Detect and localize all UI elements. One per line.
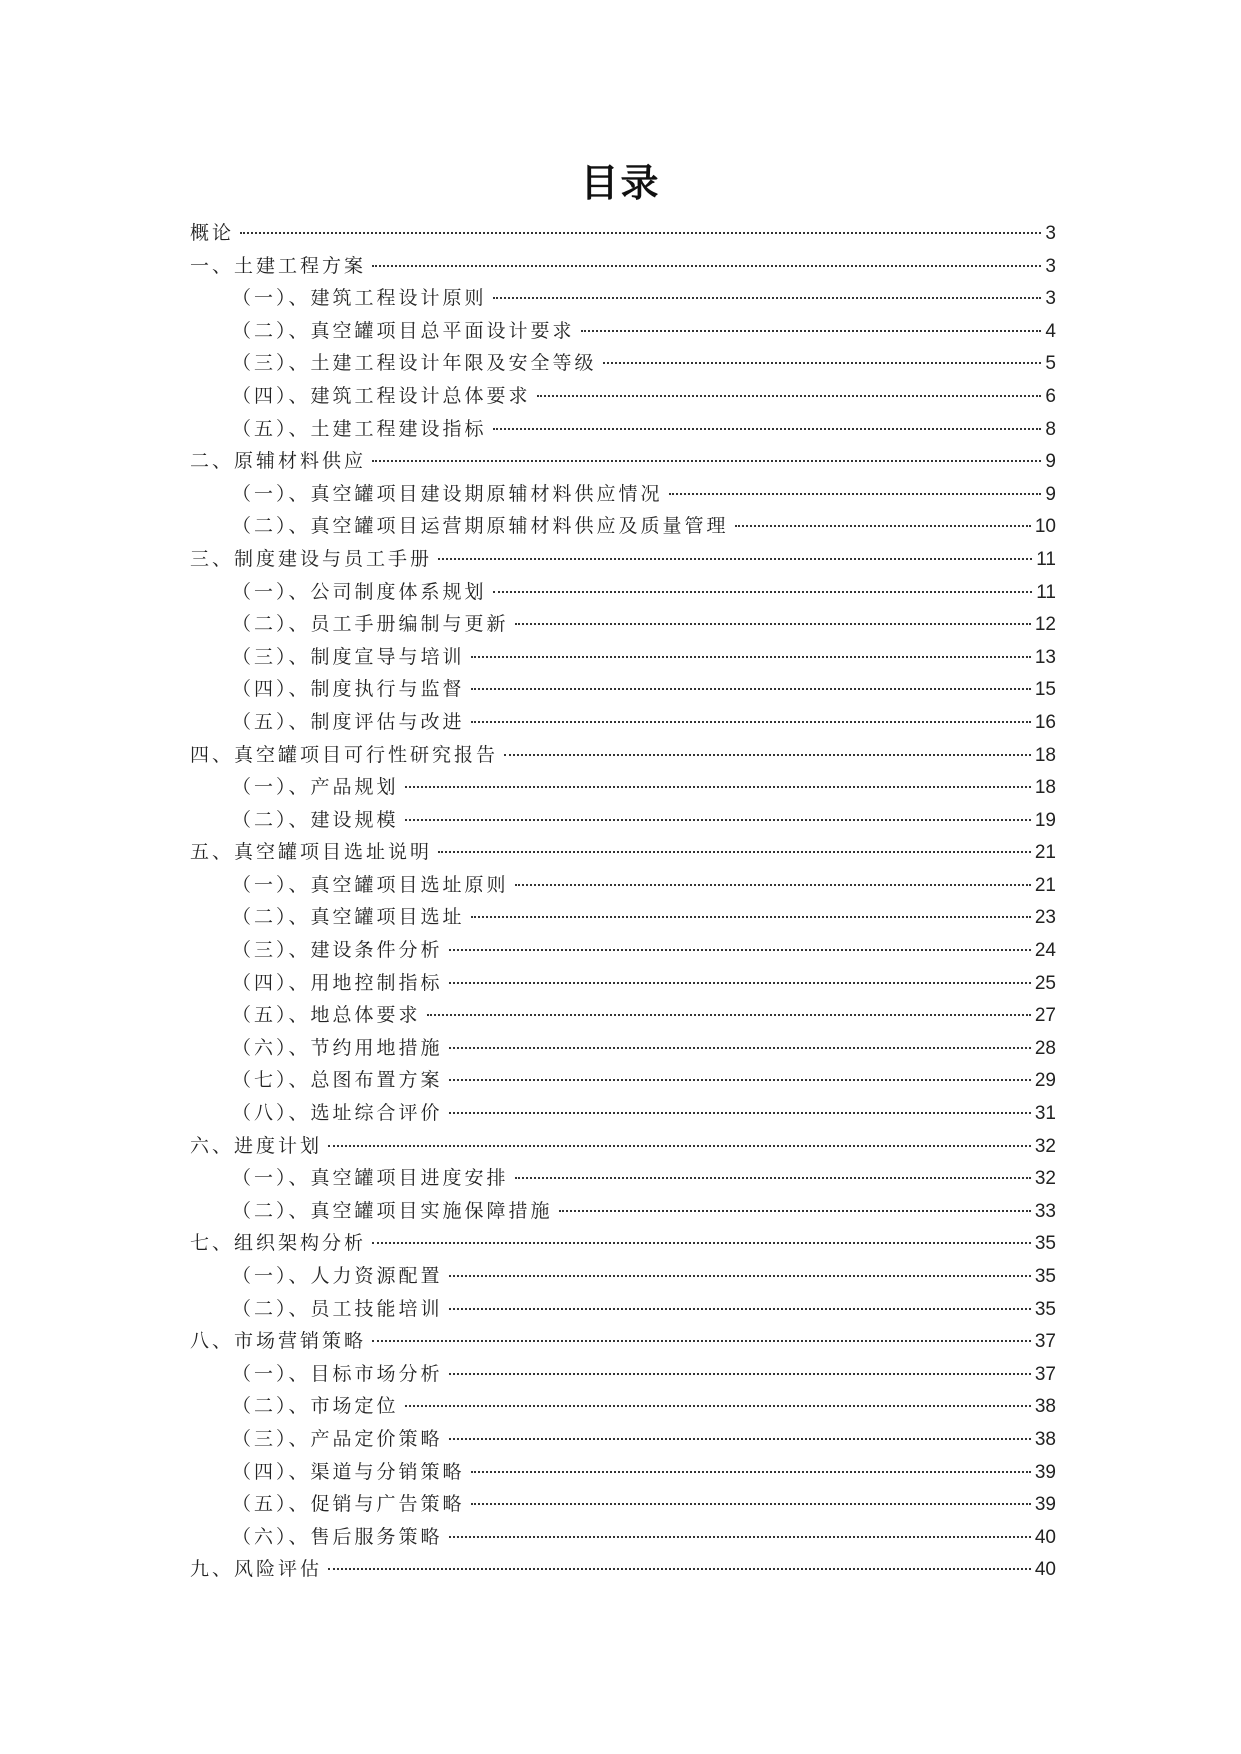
- toc-page-number: 15: [1034, 679, 1056, 701]
- dot-leader: [449, 1438, 1031, 1440]
- toc-subsection-entry[interactable]: [190, 381, 1056, 414]
- dot-leader: [581, 330, 1042, 332]
- toc-page-number: 3: [1045, 223, 1056, 244]
- dot-leader: [471, 688, 1031, 690]
- toc-entry-label: （二）、市场定位: [232, 1395, 399, 1418]
- toc-subsection-entry[interactable]: [190, 1196, 1056, 1229]
- dot-leader: [515, 884, 1031, 886]
- toc-subsection-entry[interactable]: [190, 1261, 1056, 1294]
- toc-page-number: 32: [1034, 1135, 1056, 1157]
- toc-entry-label: （五）、土建工程建设指标: [232, 417, 487, 440]
- toc-subsection-entry[interactable]: [190, 348, 1056, 381]
- toc-page-number: 25: [1034, 972, 1056, 994]
- dot-leader: [493, 591, 1033, 593]
- dot-leader: [559, 1210, 1031, 1212]
- toc-entry-label: （二）、真空罐项目总平面设计要求: [232, 319, 575, 342]
- toc-entry-label: 九、风险评估: [190, 1558, 323, 1581]
- dot-leader: [471, 656, 1031, 658]
- dot-leader: [328, 1145, 1031, 1147]
- dot-leader: [493, 297, 1042, 299]
- dot-leader: [471, 1471, 1031, 1473]
- dot-leader: [735, 525, 1031, 527]
- toc-page-number: 5: [1045, 353, 1056, 375]
- toc-subsection-entry[interactable]: [190, 772, 1056, 805]
- toc-subsection-entry[interactable]: [190, 902, 1056, 935]
- dot-leader: [372, 1340, 1031, 1342]
- dot-leader: [449, 1079, 1031, 1081]
- toc-entry-label: （二）、真空罐项目运营期原辅材料供应及质量管理: [232, 515, 729, 538]
- toc-entry-label: （三）、制度宣导与培训: [232, 645, 465, 668]
- toc-entry-label: 七、组织架构分析: [190, 1232, 367, 1255]
- toc-entry-label: （四）、制度执行与监督: [232, 678, 465, 701]
- toc-subsection-entry[interactable]: [190, 1359, 1056, 1392]
- toc-entry-label: （一）、真空罐项目建设期原辅材料供应情况: [232, 482, 663, 505]
- toc-page-number: 35: [1034, 1266, 1056, 1287]
- toc-section-entry[interactable]: [190, 446, 1056, 479]
- dot-leader: [504, 754, 1031, 756]
- dot-leader: [471, 916, 1031, 918]
- toc-page-number: 3: [1045, 255, 1056, 277]
- toc-subsection-entry[interactable]: [190, 316, 1056, 349]
- toc-page-number: 6: [1045, 385, 1056, 407]
- toc-entry-label: （四）、建筑工程设计总体要求: [232, 384, 531, 407]
- toc-page-number: 21: [1034, 874, 1056, 896]
- dot-leader: [471, 1503, 1031, 1505]
- toc-page-number: 39: [1034, 1494, 1056, 1516]
- toc-subsection-entry[interactable]: [190, 805, 1056, 838]
- dot-leader: [427, 1014, 1031, 1016]
- toc-entry-label: 八、市场营销策略: [190, 1330, 367, 1353]
- toc-page-number: 10: [1034, 516, 1056, 538]
- dot-leader: [438, 851, 1031, 853]
- toc-title: 目录: [580, 161, 661, 205]
- toc-page-number: 37: [1034, 1331, 1056, 1353]
- toc-subsection-entry[interactable]: [190, 1294, 1056, 1327]
- toc-subsection-entry[interactable]: [190, 283, 1056, 316]
- toc-entry-label: 五、真空罐项目选址说明: [190, 841, 433, 864]
- toc-page-number: 11: [1036, 548, 1056, 570]
- toc-section-entry[interactable]: [190, 251, 1056, 284]
- toc-page-number: 35: [1034, 1233, 1056, 1255]
- toc-subsection-entry[interactable]: [190, 609, 1056, 642]
- toc-entry-label: （一）、公司制度体系规划: [232, 580, 487, 603]
- toc-section-entry[interactable]: [190, 1554, 1056, 1587]
- toc-section-entry[interactable]: [190, 544, 1056, 577]
- toc-entry-label: （七）、总图布置方案: [232, 1069, 443, 1092]
- dot-leader: [669, 493, 1042, 495]
- dot-leader: [449, 1373, 1031, 1375]
- toc-page-number: 18: [1034, 744, 1056, 766]
- toc-section-entry[interactable]: [190, 1131, 1056, 1164]
- toc-entry-label: 二、原辅材料供应: [190, 450, 367, 473]
- toc-page-number: 38: [1034, 1428, 1056, 1450]
- toc-page-number: 32: [1034, 1168, 1056, 1190]
- toc-subsection-entry[interactable]: [190, 1457, 1056, 1490]
- toc-entry-label: （五）、促销与广告策略: [232, 1493, 465, 1516]
- toc-subsection-entry[interactable]: [190, 479, 1056, 512]
- toc-entry-label: （六）、售后服务策略: [232, 1525, 443, 1548]
- toc-entry-label: （四）、渠道与分销策略: [232, 1460, 465, 1483]
- toc-entry-label: （五）、制度评估与改进: [232, 710, 465, 733]
- toc-subsection-entry[interactable]: [190, 1033, 1056, 1066]
- toc-subsection-entry[interactable]: [190, 414, 1056, 447]
- toc-entry-label: （一）、目标市场分析: [232, 1362, 443, 1385]
- toc-entry-label: （二）、员工技能培训: [232, 1297, 443, 1320]
- toc-entry-label: 一、土建工程方案: [190, 254, 367, 277]
- toc-entry-label: （三）、土建工程设计年限及安全等级: [232, 352, 597, 375]
- dot-leader: [449, 1112, 1031, 1114]
- toc-entry-label: （二）、建设规模: [232, 808, 399, 831]
- toc-entry-label: （四）、用地控制指标: [232, 971, 443, 994]
- toc-subsection-entry[interactable]: [190, 968, 1056, 1001]
- dot-leader: [515, 1177, 1031, 1179]
- dot-leader: [372, 460, 1041, 462]
- toc-entry-label: 四、真空罐项目可行性研究报告: [190, 743, 499, 766]
- toc-page-number: 19: [1034, 809, 1056, 831]
- toc-page-number: 11: [1036, 581, 1056, 603]
- toc-subsection-entry[interactable]: [190, 707, 1056, 740]
- toc-section-entry[interactable]: [190, 1228, 1056, 1261]
- toc-subsection-entry[interactable]: [190, 1391, 1056, 1424]
- dot-leader: [405, 786, 1031, 788]
- toc-subsection-entry[interactable]: [190, 1000, 1056, 1033]
- toc-entry-label: （一）、真空罐项目选址原则: [232, 873, 509, 896]
- toc-subsection-entry[interactable]: [190, 674, 1056, 707]
- toc-entry-label: （一）、建筑工程设计原则: [232, 287, 487, 310]
- dot-leader: [449, 1275, 1031, 1277]
- dot-leader: [405, 1405, 1031, 1407]
- dot-leader: [449, 1536, 1031, 1538]
- toc-entry-label: （五）、地总体要求: [232, 1004, 421, 1027]
- toc-entry-label: （一）、人力资源配置: [232, 1265, 443, 1287]
- toc-entry-label: （六）、节约用地措施: [232, 1036, 443, 1059]
- dot-leader: [471, 721, 1031, 723]
- toc-page-number: 28: [1034, 1037, 1056, 1059]
- toc-page-number: 38: [1034, 1396, 1056, 1418]
- toc-list: [190, 218, 1056, 1587]
- toc-page-number: 40: [1034, 1559, 1056, 1581]
- dot-leader: [449, 1047, 1031, 1049]
- toc-subsection-entry[interactable]: [190, 1163, 1056, 1196]
- toc-subsection-entry[interactable]: [190, 1098, 1056, 1131]
- toc-page-number: 35: [1034, 1298, 1056, 1320]
- toc-entry-label: （一）、产品规划: [232, 776, 399, 799]
- toc-page-number: 8: [1045, 418, 1056, 440]
- toc-page-number: 27: [1034, 1005, 1056, 1027]
- toc-entry-label: 六、进度计划: [190, 1134, 323, 1157]
- dot-leader: [449, 1308, 1031, 1310]
- toc-page-number: 39: [1034, 1461, 1056, 1483]
- toc-entry-label: （二）、员工手册编制与更新: [232, 613, 509, 636]
- toc-page-number: 31: [1034, 1103, 1056, 1125]
- dot-leader: [537, 395, 1042, 397]
- dot-leader: [493, 428, 1042, 430]
- dot-leader: [328, 1568, 1031, 1570]
- toc-subsection-entry[interactable]: [190, 577, 1056, 610]
- toc-page-number: 23: [1034, 907, 1056, 929]
- toc-subsection-entry[interactable]: [190, 1489, 1056, 1522]
- toc-page-number: 29: [1034, 1070, 1056, 1092]
- toc-page-number: 21: [1034, 842, 1056, 864]
- toc-entry-label: （一）、真空罐项目进度安排: [232, 1167, 509, 1190]
- toc-page-number: 4: [1045, 320, 1056, 342]
- toc-subsection-entry[interactable]: [190, 1065, 1056, 1098]
- dot-leader: [603, 362, 1042, 364]
- toc-page-number: 24: [1034, 940, 1056, 962]
- toc-page-number: 37: [1034, 1363, 1056, 1385]
- toc-page-number: 16: [1034, 711, 1056, 733]
- dot-leader: [372, 1242, 1031, 1244]
- toc-entry-label: （二）、真空罐项目实施保障措施: [232, 1199, 553, 1222]
- toc-subsection-entry[interactable]: [190, 1424, 1056, 1457]
- dot-leader: [515, 623, 1031, 625]
- toc-page-number: 13: [1034, 646, 1056, 668]
- toc-section-entry[interactable]: [190, 837, 1056, 870]
- dot-leader: [405, 819, 1031, 821]
- toc-page-number: 9: [1045, 483, 1056, 505]
- dot-leader: [372, 265, 1041, 267]
- toc-page-number: 3: [1045, 288, 1056, 310]
- dot-leader: [449, 949, 1031, 951]
- dot-leader: [438, 558, 1032, 560]
- toc-page-number: 33: [1034, 1200, 1056, 1222]
- toc-entry-label: （八）、选址综合评价: [232, 1102, 443, 1125]
- toc-entry-label: （三）、建设条件分析: [232, 939, 443, 962]
- toc-subsection-entry[interactable]: [190, 511, 1056, 544]
- toc-entry-label: （三）、产品定价策略: [232, 1427, 443, 1450]
- toc-subsection-entry[interactable]: [190, 870, 1056, 903]
- dot-leader: [240, 232, 1041, 234]
- toc-entry-label: 概论: [190, 222, 235, 244]
- toc-page-number: 18: [1034, 777, 1056, 799]
- toc-entry-label: 三、制度建设与员工手册: [190, 547, 433, 570]
- toc-entry-label: （二）、真空罐项目选址: [232, 906, 465, 929]
- toc-section-entry[interactable]: [190, 740, 1056, 773]
- toc-subsection-entry[interactable]: [190, 642, 1056, 675]
- toc-page-number: 40: [1034, 1526, 1056, 1548]
- toc-section-entry[interactable]: [190, 218, 1056, 251]
- toc-subsection-entry[interactable]: [190, 935, 1056, 968]
- dot-leader: [449, 982, 1031, 984]
- toc-page-number: 12: [1034, 614, 1056, 636]
- toc-section-entry[interactable]: [190, 1326, 1056, 1359]
- toc-subsection-entry[interactable]: [190, 1522, 1056, 1555]
- toc-page-number: 9: [1045, 451, 1056, 473]
